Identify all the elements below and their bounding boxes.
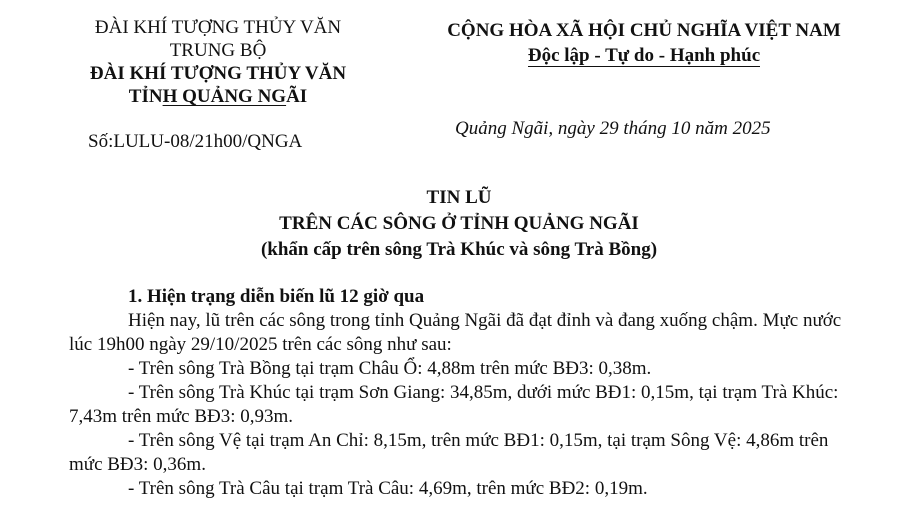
section-heading: 1. Hiện trạng diễn biến lũ 12 giờ qua: [128, 286, 425, 307]
issuing-agency: [62, 16, 374, 108]
title-line-2: TRÊN CÁC SÔNG Ở TỈNH QUẢNG NGÃI: [279, 213, 639, 234]
country-name: CỘNG HÒA XÃ HỘI CHỦ NGHĨA VIỆT NAM: [447, 20, 841, 41]
document-number: Số:LULU-08/21h00/QNGA: [88, 131, 303, 152]
station-reading: - Trên sông Trà Khúc tại trạm Sơn Giang: 34,85m, dưới mức BĐ1: 0,15m, tại trạm Trà Khúc: 7,43m trên mức BĐ3: 0,93m.: [69, 382, 839, 427]
national-title: [418, 18, 870, 68]
station-reading: - Trên sông Trà Bồng tại trạm Châu Ổ: 4,88m trên mức BĐ3: 0,38m.: [128, 358, 652, 379]
section-intro: Hiện nay, lũ trên các sông trong tỉnh Quảng Ngãi đã đạt đỉnh và đang xuống chậm. Mực nước lúc 19h00 ngày 29/10/2025 trên các sông như sau:: [69, 310, 842, 355]
agency-line-1: ĐÀI KHÍ TƯỢNG THỦY VĂN: [94, 17, 342, 38]
station-reading: - Trên sông Trà Câu tại trạm Trà Câu: 4,69m, trên mức BĐ2: 0,19m.: [128, 478, 648, 499]
issue-date: Quảng Ngãi, ngày 29 tháng 10 năm 2025: [455, 118, 771, 139]
office-line-2: TỈNH QUẢNG NGÃI: [128, 86, 308, 107]
document-header: [0, 0, 918, 165]
national-motto: Độc lập - Tự do - Hạnh phúc: [527, 45, 761, 66]
title-line-1: TIN LŨ: [426, 187, 492, 208]
title-line-3: (khẩn cấp trên sông Trà Khúc và sông Trà Bồng): [260, 239, 658, 260]
bulletin-title: [0, 185, 918, 263]
office-line-1: ĐÀI KHÍ TƯỢNG THỦY VĂN: [89, 63, 347, 84]
station-reading: - Trên sông Vệ tại trạm An Chỉ: 8,15m, trên mức BĐ1: 0,15m, tại trạm Sông Vệ: 4,86m trên mức BĐ3: 0,36m.: [69, 430, 829, 475]
agency-line-2: TRUNG BỘ: [169, 40, 267, 61]
bulletin-body: [69, 285, 859, 501]
